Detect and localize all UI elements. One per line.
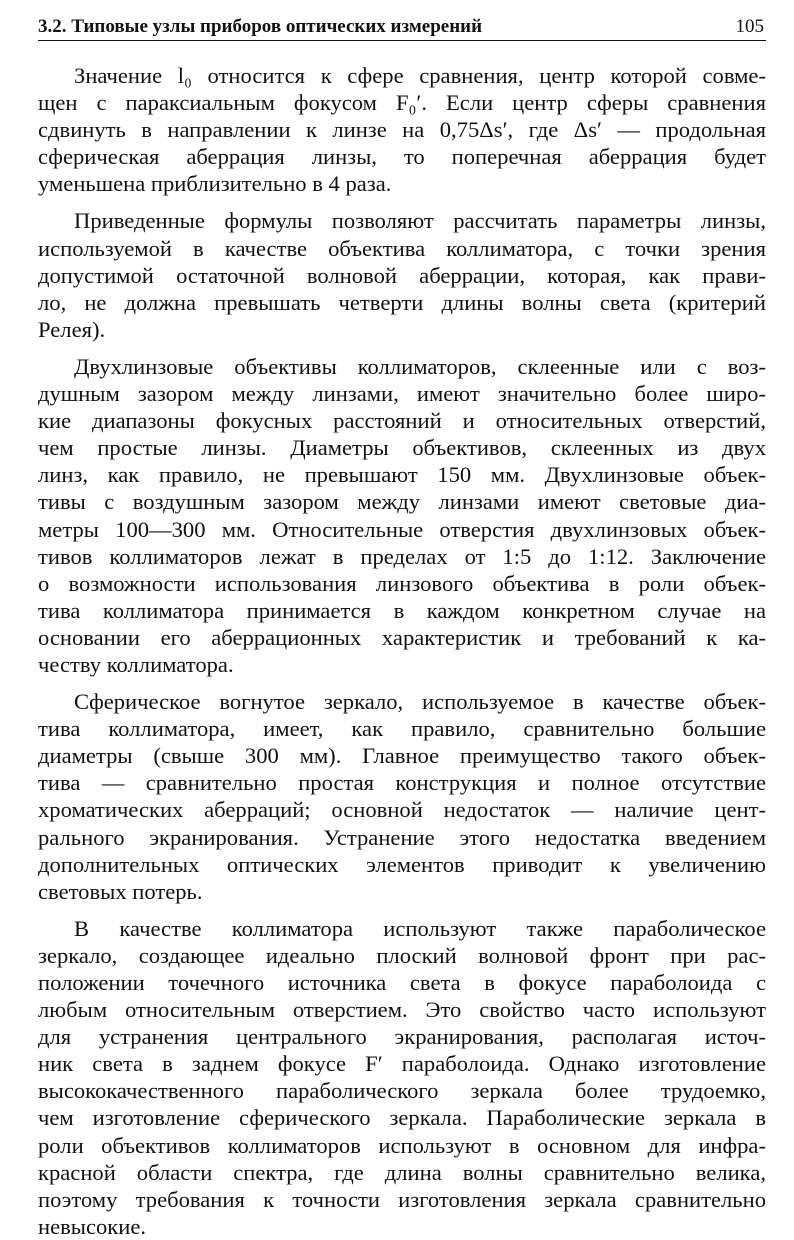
body-text xyxy=(38,62,766,1240)
text-line: честву коллиматора. xyxy=(38,651,234,677)
text-line: тивов коллиматоров лежат в пределах от 1:5 до 1:12. Заключение xyxy=(38,543,766,569)
text-line: рального экранирования. Устранение этого недостатка введением xyxy=(38,824,766,850)
text-line: поэтому требования к точности изготовления зеркала сравнительно xyxy=(38,1186,766,1212)
text-line: роли объективов коллиматоров используют в основном для инфра- xyxy=(38,1132,766,1158)
text-line: Значение l₀ относится к сфере сравнения, центр которой совме- xyxy=(74,63,766,88)
text-line: любым относительным отверстием. Это свойство часто используют xyxy=(38,997,766,1023)
text-line: метры 100—300 мм. Относительные отверстия двухлинзовых объек- xyxy=(38,516,766,542)
running-head xyxy=(38,10,766,41)
text-line: диаметры (свыше 300 мм). Главное преимущество такого объек- xyxy=(38,743,766,769)
text-line: чем простые линзы. Диаметры объективов, склеенных из двух xyxy=(38,435,766,461)
text-line: невысокие. xyxy=(38,1213,147,1239)
text-line: тива — сравнительно простая конструкция и полное отсутствие xyxy=(38,770,766,796)
text-line: световых потерь. xyxy=(38,878,203,904)
text-line: Двухлинзовые объективы коллиматоров, склеенные или с воз- xyxy=(74,353,766,379)
text-line: тива коллиматора принимается в каждом конкретном случае на xyxy=(38,597,766,623)
text-line: В качестве коллиматора используют также параболическое xyxy=(74,915,766,941)
text-line: кие диапазоны фокусных расстояний и относительных отверстий, xyxy=(38,408,766,434)
text-line: уменьшена приблизительно в 4 раза. xyxy=(38,171,392,197)
text-line: чем изготовление сферического зеркала. Параболические зеркала в xyxy=(38,1105,766,1131)
text-line: Приведенные формулы позволяют рассчитать параметры линзы, xyxy=(74,208,766,234)
paragraph-3 xyxy=(38,353,766,678)
text-line: сдвинуть в направлении к линзе на 0,75Δs′, где Δs′ — продольная xyxy=(38,117,766,143)
text-line: душным зазором между линзами, имеют значительно более широ- xyxy=(38,381,766,407)
paragraph-4 xyxy=(38,688,766,905)
text-line: тива коллиматора, имеет, как правило, сравнительно большие xyxy=(38,716,766,742)
text-line: дополнительных оптических элементов приводит к увеличению xyxy=(38,851,766,877)
text-line: о возможности использования линзового объектива в роли объек- xyxy=(38,570,766,596)
text-line: Релея). xyxy=(38,316,106,342)
text-line: ло, не должна превышать четверти длины волны света (критерий xyxy=(38,289,766,315)
text-line: допустимой остаточной волновой аберрации, которая, как прави- xyxy=(38,262,766,288)
text-line: основании его аберрационных характеристик и требований к ка- xyxy=(38,624,766,650)
text-line: положении точечного источника света в фокусе параболоида с xyxy=(38,970,766,995)
book-page xyxy=(38,0,766,1240)
text-line: зеркало, создающее идеально плоский волновой фронт при рас- xyxy=(38,942,766,968)
paragraph-2 xyxy=(38,207,766,342)
text-line: щен с параксиальным фокусом F₀′. Если центр сферы сравнения xyxy=(38,90,766,116)
paragraph-5 xyxy=(38,915,766,1240)
text-line: тивы с воздушным зазором между линзами имеют световые диа- xyxy=(38,489,766,515)
paragraph-1 xyxy=(38,62,766,197)
section-title: 3.2. Типовые узлы приборов оптических измерений xyxy=(38,16,483,37)
text-line: Сферическое вогнутое зеркало, используемое в качестве объек- xyxy=(74,689,766,715)
text-line: для устранения центрального экранирования, располагая источ- xyxy=(38,1024,766,1050)
text-line: используемой в качестве объектива коллиматора, с точки зрения xyxy=(38,235,766,261)
text-line: сферическая аберрация линзы, то поперечная аберрация будет xyxy=(38,144,766,170)
text-line: линз, как правило, не превышают 150 мм. Двухлинзовые объек- xyxy=(38,462,766,488)
page-number: 105 xyxy=(735,16,764,37)
text-line: высококачественного параболического зеркала более трудоемко, xyxy=(38,1078,766,1104)
text-line: ник света в заднем фокусе F′ параболоида. Однако изготовление xyxy=(38,1051,766,1077)
text-line: красной области спектра, где длина волны сравнительно велика, xyxy=(38,1159,766,1185)
text-line: хроматических аберраций; основной недостаток — наличие цент- xyxy=(38,797,766,823)
